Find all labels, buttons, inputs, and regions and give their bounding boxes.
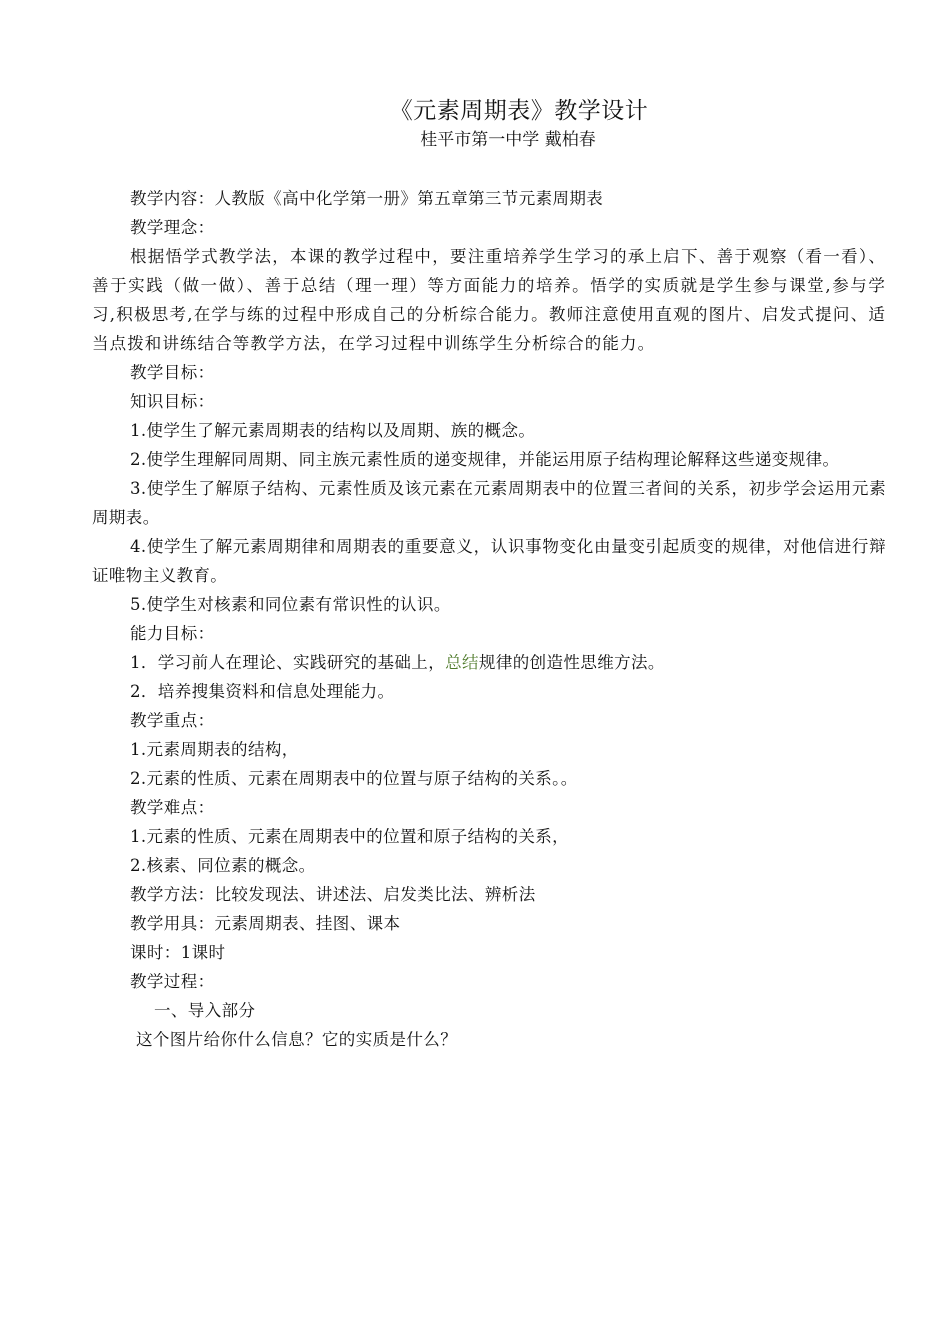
ability-goal-2: 2．培养搜集资料和信息处理能力。 <box>130 682 395 701</box>
ability-goal-1-pre: 1．学习前人在理论、实践研究的基础上， <box>130 653 446 672</box>
intro-question: 这个图片给你什么信息？它的实质是什么？ <box>136 1030 458 1049</box>
teaching-methods: 教学方法：比较发现法、讲述法、启发类比法、辨析法 <box>130 885 536 904</box>
ability-goals-label: 能力目标： <box>130 624 215 643</box>
class-hours: 课时：1课时 <box>130 943 226 962</box>
knowledge-goal-1: 1.使学生了解元素周期表的结构以及周期、族的概念。 <box>130 421 536 440</box>
difficult-points-label: 教学难点： <box>130 798 215 817</box>
document-author: 桂平市第一中学 戴柏春 <box>420 130 596 150</box>
key-point-1: 1.元素周期表的结构， <box>130 740 299 759</box>
ability-goal-1-highlight: 总结 <box>445 653 479 672</box>
knowledge-goal-4: 4.使学生了解元素周期律和周期表的重要意义，认识事物变化由量变引起质变的规律，对他信进行辩证唯物主义教育。 <box>92 537 886 585</box>
teaching-philosophy-label: 教学理念： <box>130 218 215 237</box>
document-title: 《元素周期表》教学设计 <box>389 98 649 124</box>
teaching-content: 教学内容：人教版《高中化学第一册》第五章第三节元素周期表 <box>130 189 604 208</box>
ability-goal-1 <box>92 648 886 677</box>
difficult-point-2: 2.核素、同位素的概念。 <box>130 856 316 875</box>
key-point-2: 2.元素的性质、元素在周期表中的位置与原子结构的关系。。 <box>130 769 578 788</box>
teaching-tools: 教学用具：元素周期表、挂图、课本 <box>130 914 401 933</box>
section-intro-heading: 一、导入部分 <box>154 1001 256 1020</box>
teaching-process-label: 教学过程： <box>130 972 215 991</box>
key-points-label: 教学重点： <box>130 711 215 730</box>
teaching-goals-label: 教学目标： <box>130 363 215 382</box>
knowledge-goal-2: 2.使学生理解同周期、同主族元素性质的递变规律，并能运用原子结构理论解释这些递变规律。 <box>130 450 840 469</box>
knowledge-goals-label: 知识目标： <box>130 392 215 411</box>
teaching-philosophy-paragraph: 根据悟学式教学法，本课的教学过程中，要注重培养学生学习的承上启下、善于观察（看一看）、善于实践（做一做）、善于总结（理一理）等方面能力的培养。悟学的实质就是学生参与课堂,参与学习,积极思考,在学与练的过程中形成自己的分析综合能力。教师注意使用直观的图片、启发式提问、适当点拨和讲练结合等教学方法，在学习过程中训练学生分析综合的能力。 <box>92 247 886 353</box>
knowledge-goal-3: 3.使学生了解原子结构、元素性质及该元素在元素周期表中的位置三者间的关系，初步学会运用元素周期表。 <box>92 479 886 527</box>
document-body <box>92 184 886 1054</box>
difficult-point-1: 1.元素的性质、元素在周期表中的位置和原子结构的关系， <box>130 827 570 846</box>
ability-goal-1-post: 规律的创造性思维方法。 <box>478 653 665 672</box>
knowledge-goal-5: 5.使学生对核素和同位素有常识性的认识。 <box>130 595 451 614</box>
